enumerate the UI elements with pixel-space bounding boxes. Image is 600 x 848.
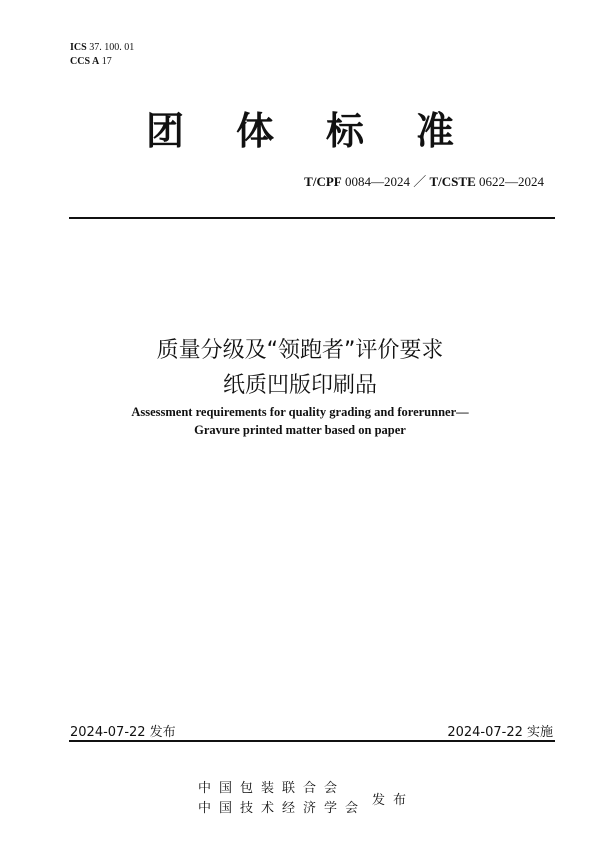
title-char-3: 标 [326,109,365,153]
implement-date: 2024-07-22 实施 [447,725,553,740]
std-separator: ／ [413,174,427,189]
group-standard-title [0,100,600,155]
ccs-code: 17 [101,56,112,67]
ics-code: 37. 100. 01 [89,42,135,53]
title-char-2: 体 [235,109,274,153]
ics-label: ICS [70,42,87,53]
ccs-line [70,55,134,69]
header-divider [69,217,555,219]
footer-divider [69,740,555,742]
ccs-label: CCS A [70,56,100,67]
title-en-line2: Gravure printed matter based on paper [194,423,406,437]
std-prefix-2: T/CSTE [429,174,476,189]
publish-verb: 发布 [372,793,415,808]
ics-line [70,41,134,55]
title-cn-line1: 质量分级及“领跑者”评价要求 [156,338,444,363]
std-number-1: 0084—2024 [344,174,410,189]
title-char-4: 准 [416,109,455,153]
publisher-orgs [198,779,366,819]
title-char-1: 团 [145,109,184,153]
publisher-org-2: 中国技术经济学会 [198,801,367,816]
standard-number [304,171,544,190]
publish-date: 2024-07-22 发布 [70,725,176,740]
title-en-line1: Assessment requirements for quality grading and forerunner— [131,405,469,419]
std-prefix-1: T/CPF [304,174,342,189]
std-number-2: 0622—2024 [479,174,544,189]
title-cn-line2: 纸质凹版印刷品 [222,373,377,398]
classification-block [70,41,134,69]
publisher-org-1: 中国包装联合会 [198,781,346,796]
